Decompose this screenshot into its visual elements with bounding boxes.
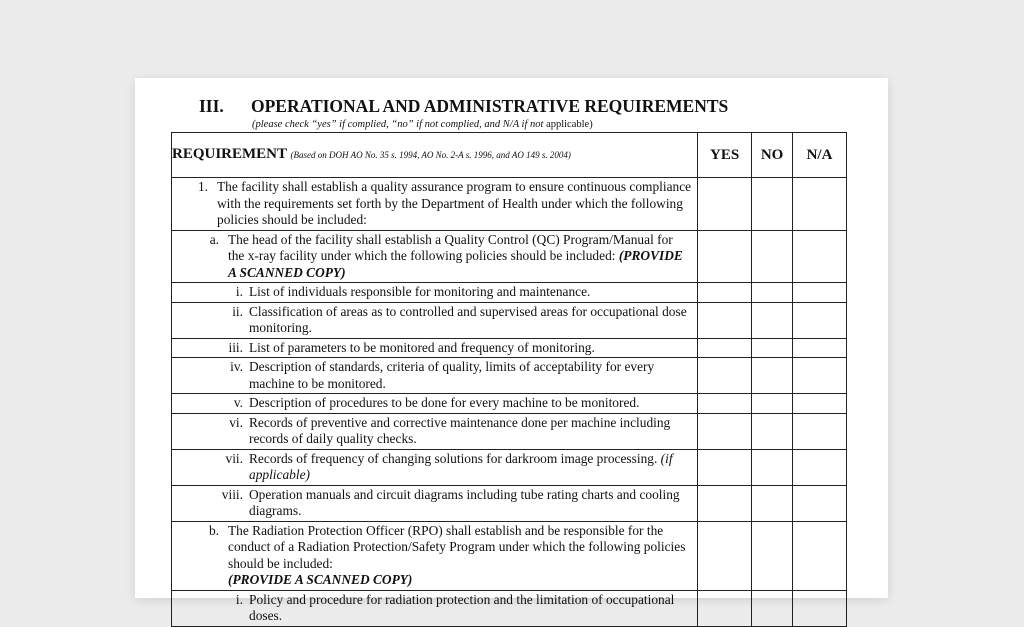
table-header-row [172, 133, 847, 178]
table-row [172, 521, 847, 590]
yes-checkbox-cell[interactable] [698, 521, 752, 590]
table-row [172, 178, 847, 231]
no-checkbox-cell[interactable] [752, 178, 793, 231]
na-checkbox-cell[interactable] [793, 230, 847, 283]
item-text-wrapper [228, 523, 697, 589]
instructions-text: (please check “yes” if complied, “no” if not complied, and N/A if not [252, 119, 547, 130]
yes-checkbox-cell[interactable] [698, 413, 752, 449]
no-checkbox-cell[interactable] [752, 413, 793, 449]
na-checkbox-cell[interactable] [793, 338, 847, 358]
na-checkbox-cell[interactable] [793, 413, 847, 449]
item-text: Description of standards, criteria of quality, limits of acceptability for every machine to be monitored. [249, 359, 655, 391]
section-title: OPERATIONAL AND ADMINISTRATIVE REQUIREMENTS [251, 96, 729, 116]
yes-checkbox-cell[interactable] [698, 449, 752, 485]
no-checkbox-cell[interactable] [752, 230, 793, 283]
yes-checkbox-cell[interactable] [698, 302, 752, 338]
no-checkbox-cell[interactable] [752, 485, 793, 521]
yes-checkbox-cell[interactable] [698, 338, 752, 358]
item-marker: vii. [225, 450, 243, 466]
item-marker: b. [208, 522, 219, 538]
item-marker: viii. [221, 486, 243, 502]
item-text: List of parameters to be monitored and frequency of monitoring. [249, 339, 595, 355]
na-checkbox-cell[interactable] [793, 449, 847, 485]
table-row [172, 358, 847, 394]
table-row [172, 283, 847, 303]
yes-checkbox-cell[interactable] [698, 485, 752, 521]
header-yes: YES [698, 133, 752, 178]
item-text: Records of preventive and corrective maintenance done per machine including records of daily quality checks. [249, 414, 671, 446]
requirement-cell [172, 521, 698, 590]
item-marker: iii. [228, 339, 243, 355]
table-row [172, 302, 847, 338]
requirement-cell [172, 283, 698, 303]
table-row [172, 485, 847, 521]
item-text: Policy and procedure for radiation protection and the limitation of occupational doses. [249, 591, 675, 623]
no-checkbox-cell[interactable] [752, 338, 793, 358]
item-marker: ii. [232, 303, 243, 319]
requirement-cell [172, 338, 698, 358]
na-checkbox-cell[interactable] [793, 358, 847, 394]
requirement-cell [172, 449, 698, 485]
item-text: The facility shall establish a quality assurance program to ensure continuous compliance with the requirements set forth by the Department of Health under which the following policies should be included: [217, 179, 692, 227]
table-row [172, 394, 847, 414]
item-marker: i. [235, 284, 243, 299]
header-reference: (Based on DOH AO No. 35 s. 1994, AO No. 2-A s. 1996, and AO 149 s. 2004) [290, 150, 571, 161]
yes-checkbox-cell[interactable] [698, 394, 752, 414]
requirement-cell [172, 178, 698, 231]
requirement-cell [172, 413, 698, 449]
na-checkbox-cell[interactable] [793, 521, 847, 590]
no-checkbox-cell[interactable] [752, 449, 793, 485]
table-row [172, 230, 847, 283]
table-row [172, 338, 847, 358]
yes-checkbox-cell[interactable] [698, 283, 752, 303]
requirement-cell [172, 590, 698, 626]
item-marker: a. [209, 231, 219, 247]
requirement-cell [172, 394, 698, 414]
item-marker: vi. [229, 414, 243, 430]
item-text: List of individuals responsible for monitoring and maintenance. [249, 284, 591, 299]
if-applicable-note: (if applicable) [249, 450, 673, 482]
na-checkbox-cell[interactable] [793, 302, 847, 338]
requirement-cell [172, 230, 698, 283]
no-checkbox-cell[interactable] [752, 358, 793, 394]
item-text: The Radiation Protection Officer (RPO) shall establish and be responsible for the conduct of a Radiation Protection/Safety Program under which the following policies should be included: [228, 522, 686, 571]
item-text: Description of procedures to be done for every machine to be monitored. [249, 395, 640, 410]
item-text: Records of frequency of changing solutions for darkroom image processing. [249, 450, 661, 466]
section-instructions [252, 119, 593, 130]
document-page [135, 78, 888, 623]
no-checkbox-cell[interactable] [752, 283, 793, 303]
item-text-wrapper [228, 232, 697, 282]
table-row [172, 590, 847, 626]
na-checkbox-cell[interactable] [793, 394, 847, 414]
no-checkbox-cell[interactable] [752, 302, 793, 338]
na-checkbox-cell[interactable] [793, 485, 847, 521]
na-checkbox-cell[interactable] [793, 178, 847, 231]
no-checkbox-cell[interactable] [752, 590, 793, 626]
section-heading [199, 96, 728, 117]
table-row [172, 413, 847, 449]
header-na: N/A [793, 133, 847, 178]
item-marker: 1. [197, 179, 208, 194]
section-number: III. [199, 96, 224, 116]
scan-copy-note: (PROVIDE A SCANNED COPY) [228, 572, 413, 587]
item-text: Operation manuals and circuit diagrams including tube rating charts and cooling diagrams. [249, 486, 680, 518]
yes-checkbox-cell[interactable] [698, 178, 752, 231]
header-no: NO [752, 133, 793, 178]
item-text-wrapper [249, 451, 697, 484]
scan-copy-note: (PROVIDE A SCANNED COPY) [228, 248, 683, 280]
requirements-table [171, 132, 847, 627]
instructions-text-end: applicable) [546, 119, 593, 130]
requirement-cell [172, 485, 698, 521]
na-checkbox-cell[interactable] [793, 590, 847, 626]
item-text: The head of the facility shall establish a Quality Control (QC) Program/Manual for the x-ray facility under which the following policies should be included: [228, 231, 673, 263]
requirement-cell [172, 302, 698, 338]
yes-checkbox-cell[interactable] [698, 590, 752, 626]
item-marker: i. [235, 591, 243, 607]
no-checkbox-cell[interactable] [752, 394, 793, 414]
table-row [172, 449, 847, 485]
item-text: Classification of areas as to controlled and supervised areas for occupational dose monitoring. [249, 303, 687, 335]
na-checkbox-cell[interactable] [793, 283, 847, 303]
item-marker: v. [233, 395, 243, 410]
no-checkbox-cell[interactable] [752, 521, 793, 590]
yes-checkbox-cell[interactable] [698, 358, 752, 394]
header-requirement-label: REQUIREMENT [172, 146, 287, 163]
yes-checkbox-cell[interactable] [698, 230, 752, 283]
requirement-cell [172, 358, 698, 394]
item-marker: iv. [230, 359, 243, 374]
header-requirement [172, 133, 698, 178]
